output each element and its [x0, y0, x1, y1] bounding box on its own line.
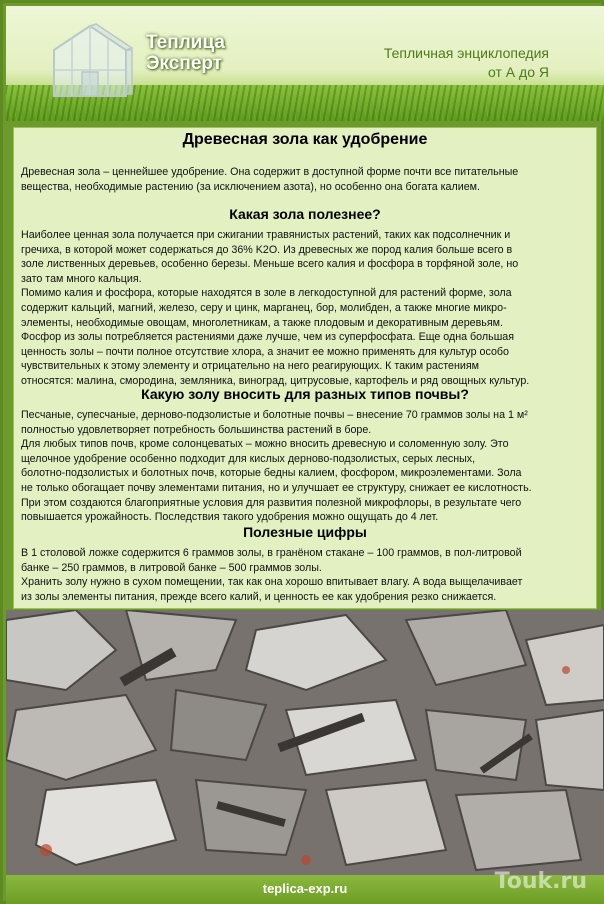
section-text-useful-numbers: В 1 столовой ложке содержится 6 граммов золы, в гранёном стакане – 100 граммов, в пол-литровой банке – 250 граммов, в литровой банке – 500 граммов золы. Хранить золу нужно в сухом помещении, так как она хорошо впитывает влагу. А вода выщелачивает из золы элементы питания, прежде всего калий, и ценность ее как удобрения резко снижается.	[21, 547, 523, 603]
tagline-line-1: Тепличная энциклопедия	[383, 45, 549, 61]
logo-line-2: Эксперт	[146, 53, 223, 74]
section-heading-soil-types: Какую золу вносить для разных типов почвы?	[141, 386, 469, 402]
logo-text[interactable]	[146, 32, 225, 74]
section-text-best-ash: Наиболее ценная зола получается при сжигании травянистых растений, таких как подсолнечник и гречиха, в которой может содержаться до 36% K2O. Из древесных же пород калия больше всего в золе лиственных деревьев, особенно березы. Меньше всего калия и фосфора в торфяной золе, но зато там много кальция. Помимо калия и фосфора, которые находятся в золе в легкодоступной для растений форме, зола содержит кальций, магний, железо, серу и цинк, марганец, бор, молибден, а также многие микро- элементы, необходимые овощам, многолетникам, а также плодовым и декоративным деревьям. Фосфор из золы потребляется растениями даже лучше, чем из суперфосфата. Еще одна большая ценность золы – почти полное отсутствие хлора, а значит ее можно применять для культур особо чувствительных к этому элементу и отрицательно на него реагирующих. К таким растениям относятся: малина, смородина, земляника, виноград, цитрусовые, картофель и ряд овощных культур.	[21, 229, 530, 387]
ash-photo	[6, 610, 604, 875]
site-tagline	[384, 44, 549, 82]
article-title: Древесная зола как удобрение	[182, 131, 428, 148]
logo-line-1: Теплица	[146, 32, 225, 53]
header	[6, 6, 604, 121]
greenhouse-icon	[44, 20, 136, 102]
watermark: Touk.ru	[494, 869, 587, 894]
tagline-line-2: от А до Я	[488, 64, 549, 80]
ash-illustration	[6, 610, 604, 875]
intro-paragraph: Древесная зола – ценнейшее удобрение. Она содержит в доступной форме почти все питательные вещества, необходимые растению (за исключением азота), но особенно она богата калием.	[21, 166, 519, 193]
section-heading-useful-numbers: Полезные цифры	[243, 524, 367, 540]
section-text-soil-types: Песчаные, супесчаные, дерново-подзолистые и болотные почвы – внесение 70 граммов золы на 1 м² полностью удовлетворяет потребность большинства растений в боре. Для любых типов почв, кроме солонцеватых – можно вносить древесную и соломенную золу. Это щелочное удобрение особенно подходит для кислых дерново-подзолистых, серых лесных, болотно-подзолистых и болотных почв, которые бедны калием, фосфором, микроэлементами. Зола не только обогащает почву элементами питания, но и улучшает ее структуру, снижает ее кислотность. При этом создаются благоприятные условия для развития полезной микрофлоры, в результате чего повышается урожайность. Последствия такого удобрения можно ощущать до 4 лет.	[21, 409, 532, 524]
footer-url-link[interactable]: teplica-exp.ru	[262, 881, 348, 896]
section-heading-best-ash: Какая зола полезнее?	[229, 206, 381, 222]
